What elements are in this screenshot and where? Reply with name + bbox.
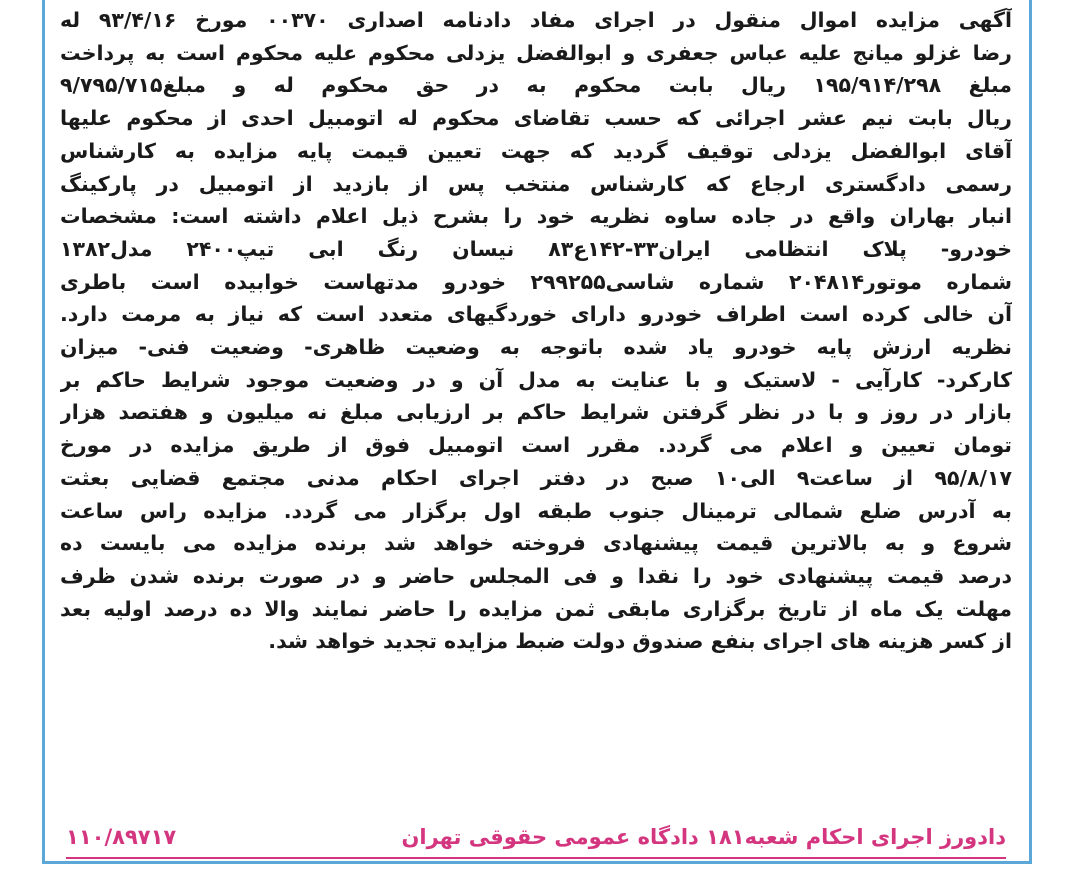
notice-footer bbox=[66, 820, 1006, 854]
notice-line: انبار بهاران واقع در جاده ساوه نظریه خود را بشرح ذیل اعلام داشته است: مشخصات bbox=[60, 204, 1012, 229]
notice-line: بازار در روز و با در نظر گرفتن شرایط حاکم بر ارزیابی مبلغ نه میلیون و هفتصد هزار bbox=[60, 400, 1012, 425]
notice-line: به آدرس ضلع شمالی ترمینال جنوب طبقه اول برگزار می گردد. مزایده راس ساعت bbox=[60, 498, 1012, 523]
footer-divider bbox=[66, 857, 1006, 859]
notice-line: کارکرد- کارآیی - لاستیک و با عنایت به مدل آن و در وضعیت موجود شرایط حاکم بر bbox=[60, 367, 1012, 392]
notice-line: نظریه ارزش پایه خودرو یاد شده باتوجه به وضعیت ظاهری- وضعیت فنی- میزان bbox=[60, 335, 1012, 360]
notice-line: ریال بابت نیم عشر اجرائی که حسب تقاضای محکوم له اتومبیل احدی از محکوم علیها bbox=[60, 106, 1012, 131]
notice-line: رضا غزلو میانج علیه عباس جعفری و ابوالفضل یزدلی محکوم علیه محکوم است به پرداخت bbox=[60, 40, 1012, 65]
notice-line: درصد قیمت پیشنهادی خود را نقدا و فی المجلس حاضر و در صورت برنده شدن ظرف bbox=[60, 563, 1012, 588]
notice-line: شماره موتور۲۰۴۸۱۴ شماره شاسی۲۹۹۲۵۵ خودرو مدتهاست خوابیده است باطری bbox=[60, 269, 1012, 294]
notice-line: آقای ابوالفضل یزدلی توقیف گردید که جهت تعیین قیمت پایه مزایده به کارشناس bbox=[60, 138, 1012, 163]
notice-line: شروع و به بالاترین قیمت پیشنهادی فروخته خواهد شد برنده مزایده می بایست ده bbox=[60, 531, 1012, 556]
notice-line: مبلغ ۱۹۵/۹۱۴/۲۹۸ ریال بابت محکوم به در حق محکوم له و مبلغ۹/۷۹۵/۷۱۵ bbox=[60, 73, 1012, 98]
notice-line: خودرو- پلاک انتظامی ایران۳۳-۱۴۲ع۸۳ نیسان رنگ ابی تیپ۲۴۰۰ مدل۱۳۸۲ bbox=[60, 236, 1012, 261]
court-signature: دادورز اجرای احکام شعبه۱۸۱ دادگاه عمومی حقوقی تهران bbox=[401, 825, 1006, 849]
notice-line: ۹۵/۸/۱۷ از ساعت۹ الی۱۰ صبح در دفتر اجرای احکام مدنی مجتمع قضایی بعثت bbox=[60, 465, 1012, 490]
notice-line: مهلت یک ماه از تاریخ برگزاری مابقی ثمن مزایده را حاضر نمایند والا ده درصد اولیه بعد bbox=[60, 596, 1012, 621]
notice-body bbox=[60, 4, 1012, 658]
notice-line-last: از کسر هزینه های اجرای بنفع صندوق دولت ضبط مزایده تجدید خواهد شد. bbox=[268, 629, 1012, 654]
reference-number: ۱۱۰/۸۹۷۱۷ bbox=[66, 825, 177, 849]
notice-line: رسمی دادگستری ارجاع که کارشناس منتخب پس از بازدید از اتومبیل در پارکینگ bbox=[60, 171, 1012, 196]
notice-line: آن خالی کرده است اطراف خودرو دارای خوردگیهای متعدد است که نیاز به مرمت دارد. bbox=[60, 302, 1012, 327]
notice-line: آگهی مزایده اموال منقول در اجرای مفاد دادنامه اصداری ۰۰۳۷۰ مورخ ۹۳/۴/۱۶ له bbox=[60, 8, 1012, 32]
notice-line: تومان تعیین و اعلام می گردد. مقرر است اتومبیل فوق از طریق مزایده در مورخ bbox=[60, 433, 1012, 458]
